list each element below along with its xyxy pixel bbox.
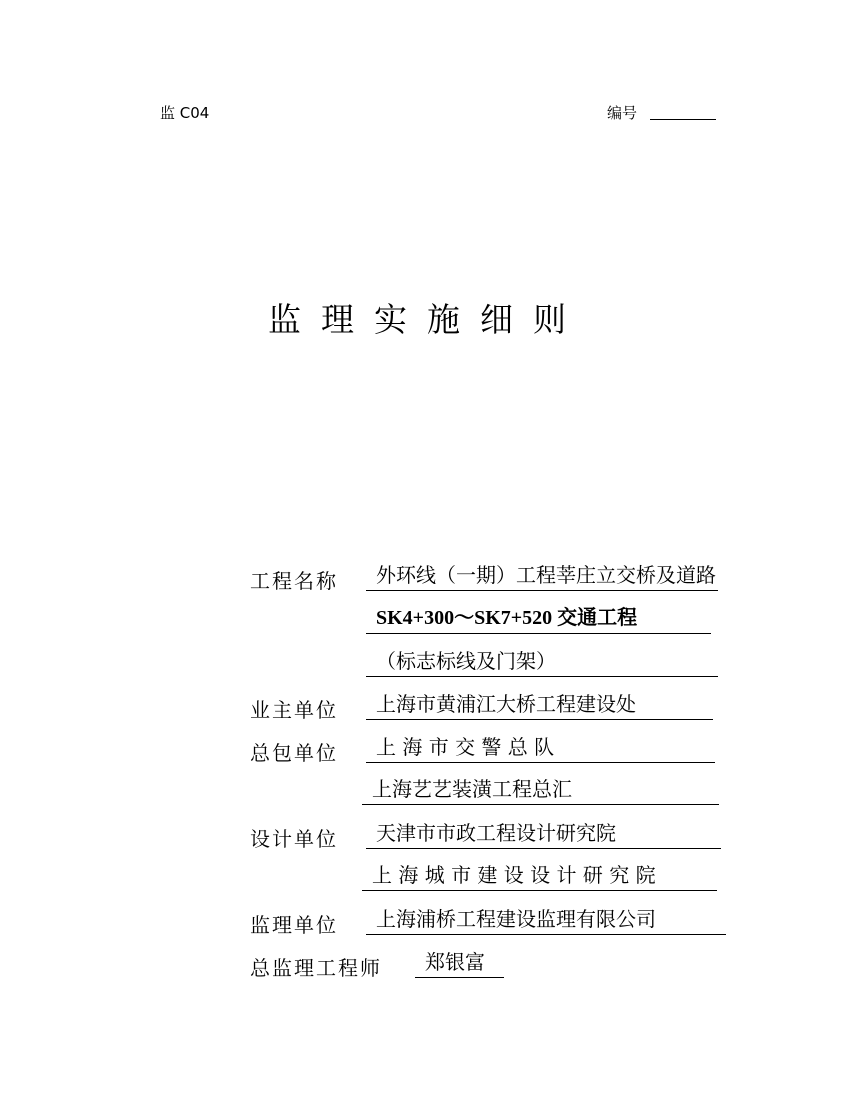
design-unit-line-1: 天津市市政工程设计研究院 xyxy=(366,821,721,849)
form-code: 监 C04 xyxy=(160,104,210,122)
owner-label: 业主单位 xyxy=(250,698,338,722)
supervision-unit-value: 上海浦桥工程建设监理有限公司 xyxy=(366,907,726,935)
chief-engineer-label: 总监理工程师 xyxy=(250,956,382,980)
serial-number-label: 编号 xyxy=(607,104,638,122)
supervision-unit-label: 监理单位 xyxy=(250,913,338,937)
project-name-line-2: SK4+300～SK7+520 交通工程 xyxy=(366,606,711,634)
design-unit-label: 设计单位 xyxy=(250,827,338,851)
project-name-line-3: （标志标线及门架） xyxy=(366,649,718,677)
general-contractor-line-2: 上海艺艺装潢工程总汇 xyxy=(362,777,719,805)
general-contractor-line-1: 上 海 市 交 警 总 队 xyxy=(366,735,715,763)
project-name-label: 工程名称 xyxy=(250,569,338,593)
document-title: 监理实施细则 xyxy=(268,300,586,339)
design-unit-line-2: 上 海 城 市 建 设 设 计 研 究 院 xyxy=(362,863,717,891)
serial-number-blank xyxy=(650,119,716,120)
chief-engineer-value: 郑银富 xyxy=(415,950,504,978)
general-contractor-label: 总包单位 xyxy=(250,741,338,765)
owner-value: 上海市黄浦江大桥工程建设处 xyxy=(366,692,713,720)
project-name-line-1: 外环线（一期）工程莘庄立交桥及道路 xyxy=(366,563,718,591)
